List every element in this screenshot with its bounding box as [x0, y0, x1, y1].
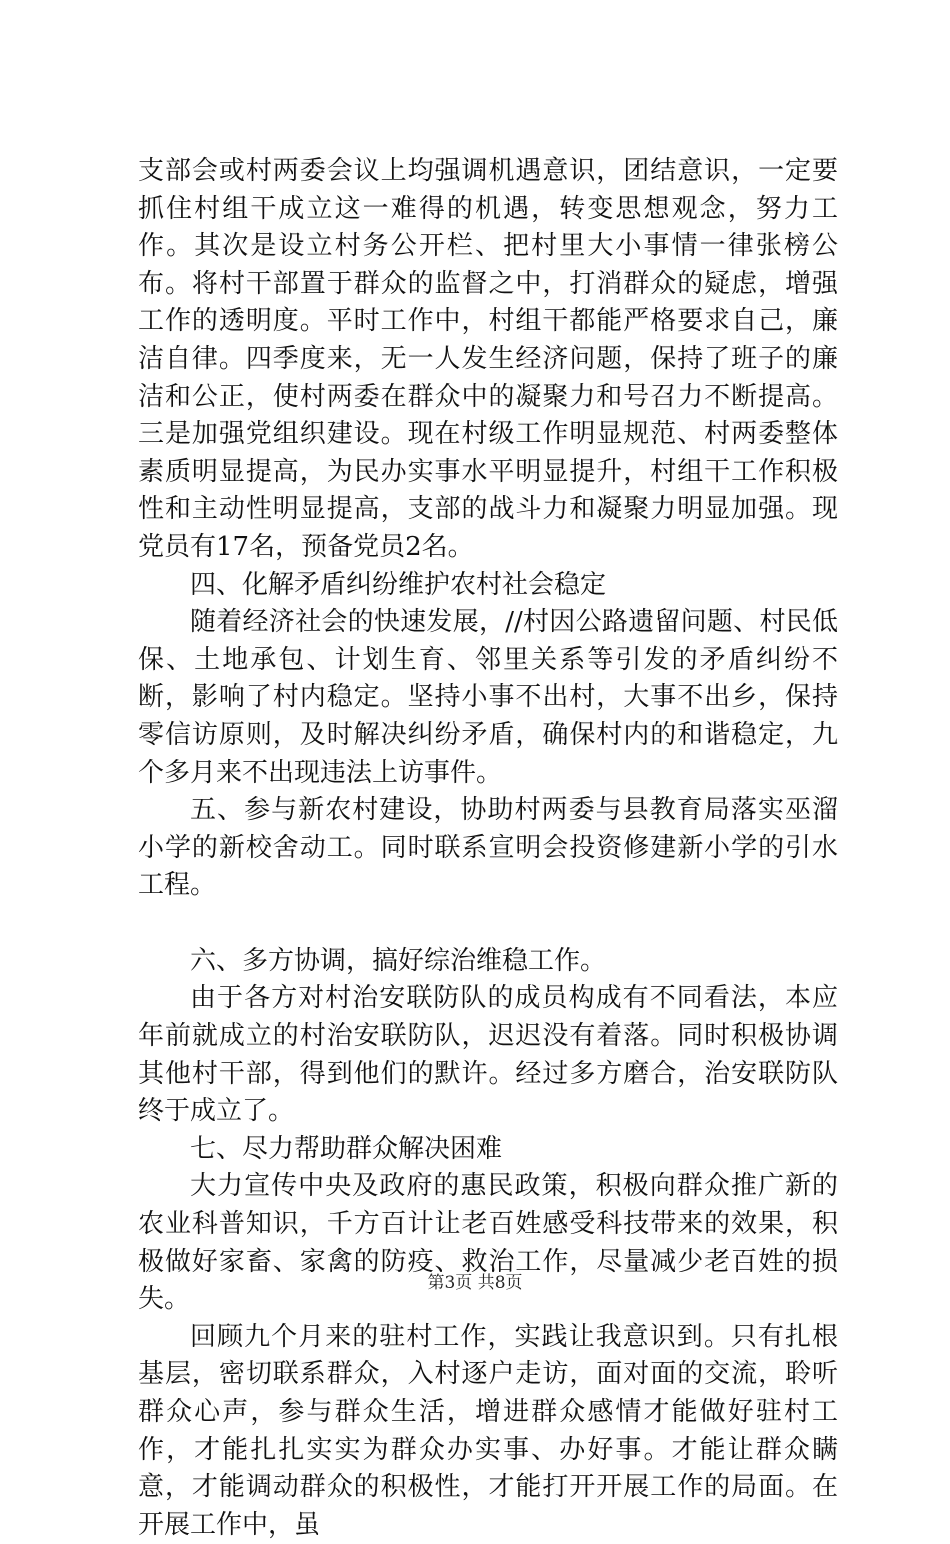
section-heading-7: 七、尽力帮助群众解决困难: [190, 1133, 503, 1164]
document-body: [138, 153, 838, 1544]
section-heading-4: 四、化解矛盾纠纷维护农村社会稳定: [190, 569, 607, 600]
section-heading-6: 六、多方协调，搞好综治维稳工作。: [190, 945, 607, 976]
blank-line: [138, 905, 838, 943]
paragraph-section-4: 随着经济社会的快速发展，//村因公路遗留问题、村民低保、土地承包、计划生育、邻里关系等引发的矛盾纠纷不断，影响了村内稳定。坚持小事不出村，大事不出乡，保持零信访原则，及时解决纠纷矛盾，确保村内的和谐稳定，九个多月来不出现违法上访事件。: [138, 607, 838, 788]
paragraph-review: 回顾九个月来的驻村工作，实践让我意识到。只有扎根基层，密切联系群众，入村逐户走访，面对面的交流，聆听群众心声，参与群众生活，增进群众感情才能做好驻村工作，才能扎扎实实为群众办实事、办好事。才能让群众瞒意，才能调动群众的积极性，才能打开开展工作的局面。在开展工作中，虽: [138, 1321, 838, 1540]
section-heading-5: 五、参与新农村建设，协助村两委与县教育局落实巫溜小学的新校舍动工。同时联系宣明会投资修建新小学的引水工程。: [138, 795, 838, 901]
page-footer: 第3页 共8页: [427, 1273, 523, 1293]
paragraph-section-7: 大力宣传中央及政府的惠民政策，积极向群众推广新的农业科普知识，千方百计让老百姓感受科技带来的效果，积极做好家畜、家禽的防疫、救治工作，尽量减少老百姓的损失。: [138, 1171, 838, 1315]
paragraph-continued: 支部会或村两委会议上均强调机遇意识，团结意识，一定要抓住村组干成立这一难得的机遇，转变思想观念，努力工作。其次是设立村务公开栏、把村里大小事情一律张榜公布。将村干部置于群众的监督之中，打消群众的疑虑，增强工作的透明度。平时工作中，村组干都能严格要求自己，廉洁自律。四季度来，无一人发生经济问题，保持了班子的廉洁和公正，使村两委在群众中的凝聚力和号召力不断提高。三是加强党组织建设。现在村级工作明显规范、村两委整体素质明显提高，为民办实事水平明显提升，村组干工作积极性和主动性明显提高，支部的战斗力和凝聚力明显加强。现党员有17名，预备党员2名。: [138, 156, 838, 562]
paragraph-section-6: 由于各方对村治安联防队的成员构成有不同看法，本应年前就成立的村治安联防队，迟迟没有着落。同时积极协调其他村干部，得到他们的默许。经过多方磨合，治安联防队终于成立了。: [138, 983, 838, 1127]
